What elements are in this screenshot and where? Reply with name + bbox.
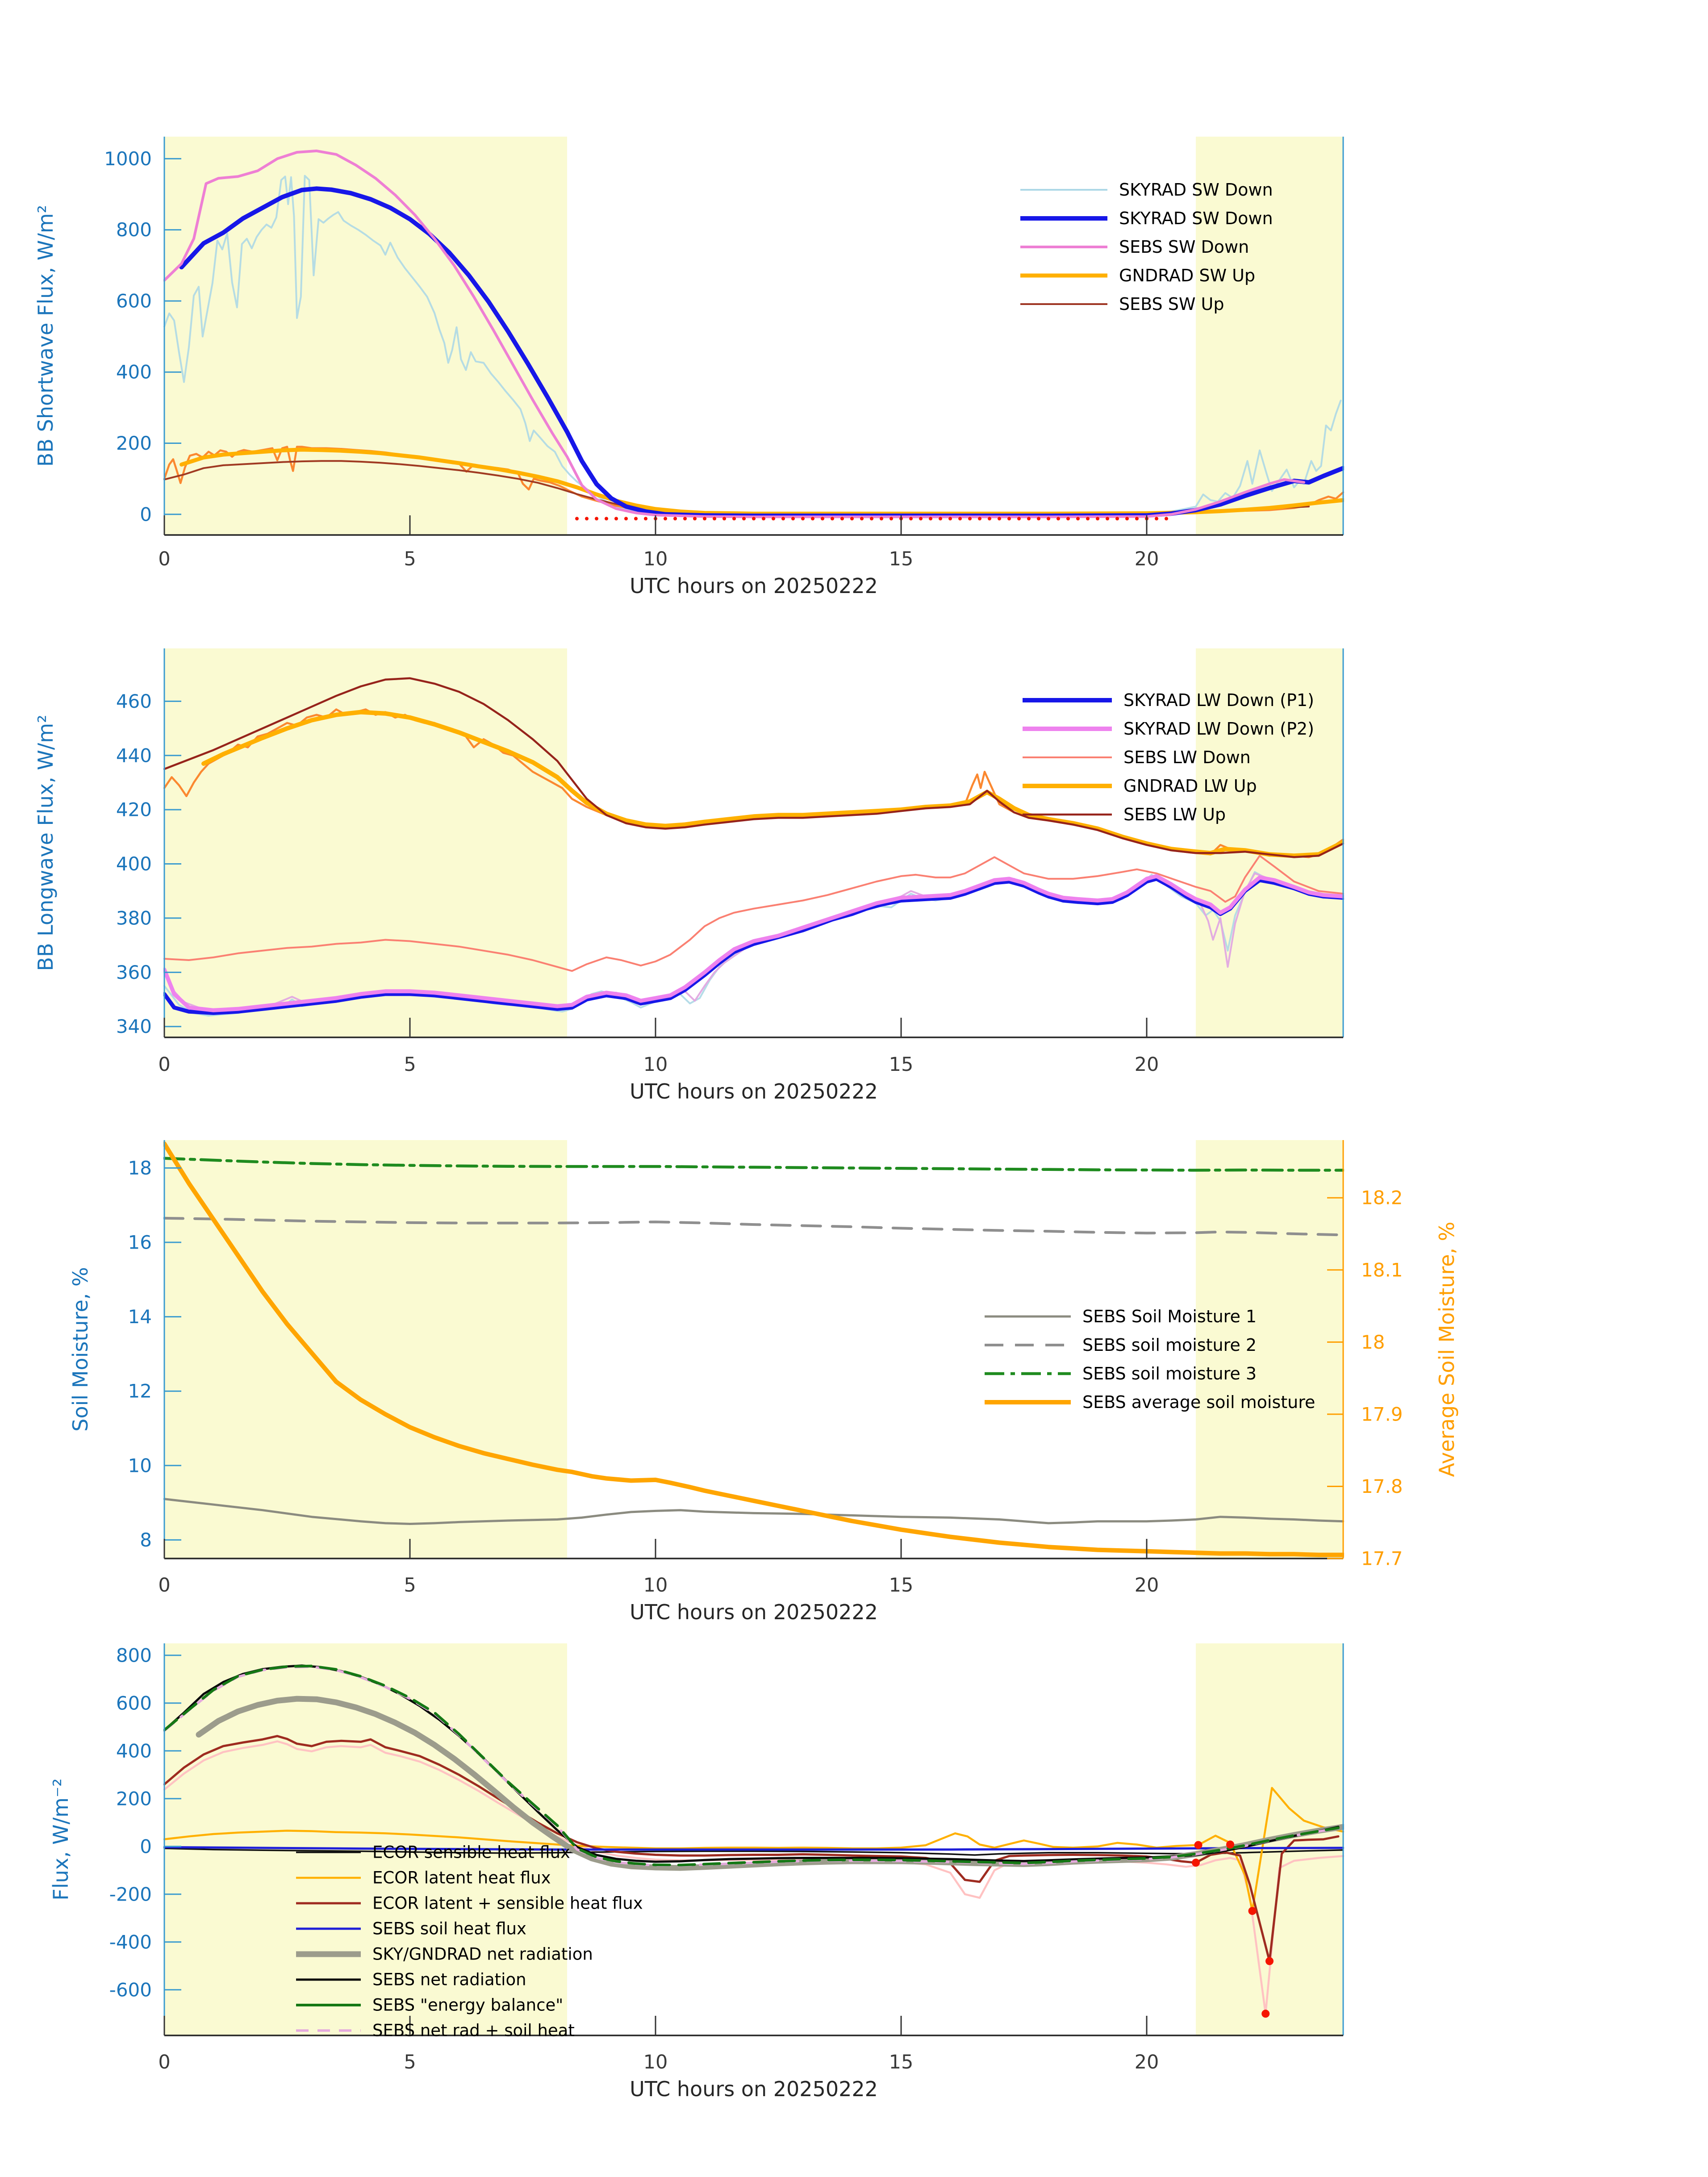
- y-tick-label: 600: [116, 290, 152, 312]
- qc-flag-marker: [1261, 2010, 1270, 2018]
- qc-flag-dot: [644, 517, 647, 520]
- legend-label: SKYRAD SW Down: [1119, 209, 1273, 228]
- x-axis-label: UTC hours on 20250222: [630, 1079, 878, 1103]
- qc-flag-dot: [791, 517, 795, 520]
- legend-label: ECOR sensible heat flux: [372, 1843, 570, 1862]
- y-axis-label: Soil Moisture, %: [68, 1267, 92, 1432]
- qc-flag-dot: [870, 517, 873, 520]
- qc-flag-dot: [683, 517, 687, 520]
- qc-flag-dot: [1086, 517, 1090, 520]
- qc-flag-dot: [1096, 517, 1099, 520]
- x-tick-label: 0: [158, 1053, 171, 1076]
- legend-label: SEBS soil moisture 2: [1082, 1335, 1257, 1355]
- qc-flag-dot: [821, 517, 824, 520]
- qc-flag-dot: [988, 517, 991, 520]
- x-tick-label: 10: [643, 548, 668, 570]
- y-tick-label: 380: [116, 907, 152, 929]
- qc-flag-dot: [1076, 517, 1080, 520]
- y-tick-label: -200: [109, 1883, 152, 1905]
- x-tick-label: 15: [889, 1053, 914, 1076]
- x-tick-label: 5: [404, 2051, 416, 2073]
- x-tick-label: 10: [643, 1574, 668, 1596]
- qc-flag-dot: [634, 517, 638, 520]
- y-tick-label: -600: [109, 1979, 152, 2001]
- qc-flag-dot: [968, 517, 972, 520]
- qc-flag-dot: [605, 517, 608, 520]
- legend-label: ECOR latent + sensible heat flux: [372, 1893, 643, 1913]
- qc-flag-dot: [1115, 517, 1119, 520]
- y-tick-label: 460: [116, 690, 152, 712]
- y-tick-label: 200: [116, 1788, 152, 1810]
- qc-flag-marker: [1192, 1859, 1200, 1867]
- legend-label: SEBS "energy balance": [372, 1995, 564, 2015]
- y-tick-label: 420: [116, 798, 152, 821]
- right-tick-label: 17.9: [1361, 1403, 1403, 1425]
- legend-label: SEBS LW Up: [1123, 805, 1226, 824]
- qc-flag-dot: [880, 517, 883, 520]
- legend-label: SKYRAD LW Down (P2): [1123, 719, 1314, 739]
- qc-flag-dot: [693, 517, 697, 520]
- y-tick-label: -400: [109, 1931, 152, 1953]
- legend-label: SEBS average soil moisture: [1082, 1392, 1315, 1412]
- qc-flag-dot: [1106, 517, 1109, 520]
- x-tick-label: 20: [1134, 1053, 1159, 1076]
- qc-flag-dot: [772, 517, 775, 520]
- y-tick-label: 10: [128, 1454, 152, 1477]
- x-tick-label: 0: [158, 548, 171, 570]
- qc-flag-dot: [998, 517, 1001, 520]
- y-tick-label: 0: [140, 1835, 152, 1858]
- x-tick-label: 5: [404, 1574, 416, 1596]
- qc-flag-dot: [1057, 517, 1060, 520]
- legend-label: SEBS Soil Moisture 1: [1082, 1307, 1257, 1326]
- qc-flag-dot: [811, 517, 814, 520]
- y-tick-label: 340: [116, 1015, 152, 1038]
- qc-flag-dot: [752, 517, 756, 520]
- qc-flag-dot: [614, 517, 618, 520]
- qc-flag-dot: [673, 517, 677, 520]
- qc-flag-dot: [850, 517, 854, 520]
- qc-flag-dot: [1066, 517, 1070, 520]
- qc-flag-dot: [585, 517, 589, 520]
- right-tick-label: 18.2: [1361, 1187, 1403, 1209]
- qc-flag-dot: [703, 517, 706, 520]
- qc-flag-dot: [762, 517, 765, 520]
- qc-flag-dot: [575, 517, 579, 520]
- qc-flag-marker: [1265, 1957, 1274, 1965]
- x-axis-label: UTC hours on 20250222: [630, 574, 878, 598]
- qc-flag-dot: [595, 517, 598, 520]
- qc-flag-dot: [860, 517, 864, 520]
- legend-label: SEBS SW Up: [1119, 294, 1224, 314]
- qc-flag-dot: [732, 517, 736, 520]
- y-tick-label: 360: [116, 961, 152, 983]
- y-tick-label: 400: [116, 361, 152, 383]
- y-tick-label: 800: [116, 219, 152, 241]
- qc-flag-dot: [742, 517, 746, 520]
- y-tick-label: 0: [140, 503, 152, 526]
- y-axis-label: BB Longwave Flux, W/m²: [33, 715, 58, 971]
- legend-label: SEBS soil heat flux: [372, 1919, 526, 1939]
- qc-flag-dot: [1165, 517, 1168, 520]
- x-tick-label: 10: [643, 2051, 668, 2073]
- qc-flag-dot: [1047, 517, 1050, 520]
- qc-flag-dot: [831, 517, 834, 520]
- legend-label: SEBS soil moisture 3: [1082, 1364, 1257, 1383]
- qc-flag-dot: [939, 517, 942, 520]
- y-tick-label: 1000: [104, 147, 152, 170]
- y-tick-label: 14: [128, 1306, 152, 1328]
- qc-flag-dot: [919, 517, 923, 520]
- qc-flag-dot: [1125, 517, 1129, 520]
- legend-label: SEBS net radiation: [372, 1970, 526, 1989]
- qc-flag-marker: [1226, 1841, 1234, 1849]
- right-tick-label: 17.7: [1361, 1547, 1403, 1570]
- x-tick-label: 0: [158, 1574, 171, 1596]
- right-axis-label: Average Soil Moisture, %: [1435, 1221, 1459, 1477]
- x-tick-label: 15: [889, 2051, 914, 2073]
- legend-label: SKYRAD SW Down: [1119, 180, 1273, 200]
- x-tick-label: 20: [1134, 2051, 1159, 2073]
- x-tick-label: 15: [889, 548, 914, 570]
- y-axis-label: Flux, W/m⁻²: [49, 1778, 73, 1901]
- legend-label: SEBS SW Down: [1119, 237, 1249, 257]
- x-tick-label: 0: [158, 2051, 171, 2073]
- right-tick-label: 18: [1361, 1331, 1385, 1353]
- qc-flag-dot: [840, 517, 844, 520]
- y-tick-label: 8: [140, 1529, 152, 1551]
- shaded-band: [164, 1140, 567, 1559]
- y-tick-label: 400: [116, 1740, 152, 1762]
- qc-flag-dot: [948, 517, 952, 520]
- y-tick-label: 800: [116, 1644, 152, 1667]
- y-tick-label: 16: [128, 1231, 152, 1254]
- qc-flag-dot: [1135, 517, 1139, 520]
- qc-flag-marker: [1194, 1841, 1203, 1849]
- qc-flag-dot: [978, 517, 981, 520]
- y-tick-label: 440: [116, 744, 152, 767]
- legend-label: SKY/GNDRAD net radiation: [372, 1944, 593, 1964]
- x-axis-label: UTC hours on 20250222: [630, 2077, 878, 2101]
- legend-label: GNDRAD SW Up: [1119, 266, 1256, 285]
- y-tick-label: 400: [116, 853, 152, 875]
- right-tick-label: 18.1: [1361, 1259, 1403, 1281]
- x-tick-label: 15: [889, 1574, 914, 1596]
- shaded-band: [164, 648, 567, 1037]
- qc-flag-dot: [664, 517, 667, 520]
- qc-flag-dot: [713, 517, 716, 520]
- y-tick-label: 200: [116, 432, 152, 455]
- qc-flag-dot: [909, 517, 913, 520]
- qc-flag-dot: [929, 517, 932, 520]
- qc-flag-dot: [781, 517, 785, 520]
- legend-label: GNDRAD LW Up: [1123, 776, 1257, 796]
- x-tick-label: 5: [404, 548, 416, 570]
- y-axis-label: BB Shortwave Flux, W/m²: [33, 205, 58, 467]
- y-tick-label: 12: [128, 1380, 152, 1402]
- x-axis-label: UTC hours on 20250222: [630, 1600, 878, 1624]
- qc-flag-dot: [889, 517, 893, 520]
- y-tick-label: 600: [116, 1692, 152, 1714]
- x-tick-label: 20: [1134, 1574, 1159, 1596]
- qc-flag-dot: [1017, 517, 1021, 520]
- qc-flag-dot: [958, 517, 962, 520]
- legend-label: SKYRAD LW Down (P1): [1123, 690, 1314, 710]
- qc-flag-dot: [1027, 517, 1031, 520]
- x-tick-label: 20: [1134, 548, 1159, 570]
- qc-flag-marker: [1249, 1907, 1257, 1915]
- x-tick-label: 5: [404, 1053, 416, 1076]
- right-tick-label: 17.8: [1361, 1475, 1403, 1497]
- qc-flag-dot: [1007, 517, 1011, 520]
- qc-flag-dot: [1155, 517, 1158, 520]
- qc-flag-dot: [722, 517, 726, 520]
- qc-flag-dot: [624, 517, 628, 520]
- legend-label: ECOR latent heat flux: [372, 1868, 551, 1888]
- legend-label: SEBS net rad + soil heat: [372, 2021, 575, 2040]
- y-tick-label: 18: [128, 1157, 152, 1179]
- legend-label: SEBS LW Down: [1123, 748, 1251, 767]
- qc-flag-dot: [1037, 517, 1040, 520]
- qc-flag-dot: [801, 517, 805, 520]
- x-tick-label: 10: [643, 1053, 668, 1076]
